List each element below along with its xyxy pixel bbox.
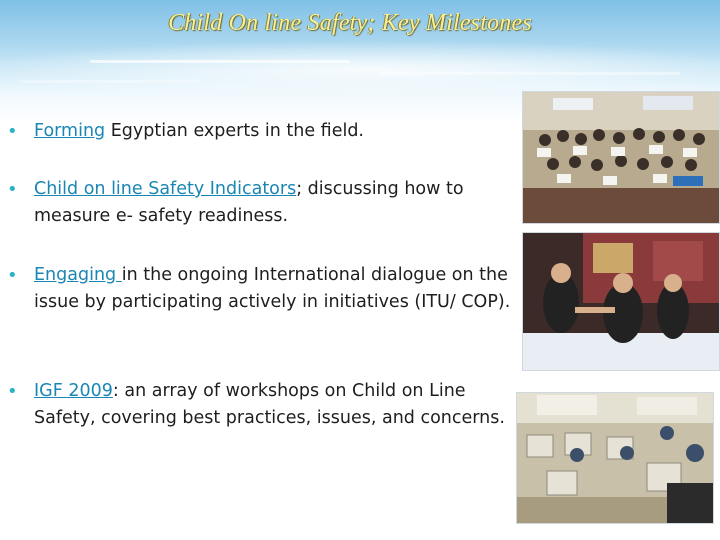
bullet-highlight: Engaging: [34, 265, 122, 285]
bullet-highlight: Child on line Safety Indicators: [34, 179, 297, 199]
bullet-rest: in the ongoing International dialogue on the issue by participating actively in initiatives (ITU/ COP).: [34, 265, 511, 312]
bullet-highlight: Forming: [34, 121, 106, 141]
bullet-text: [34, 118, 515, 145]
award-ceremony-photo: [522, 232, 720, 371]
bullet-highlight: IGF 2009: [34, 381, 113, 401]
header-light-streak: [20, 80, 200, 83]
bullet-rest: : an array of workshops on Child on Line Safety, covering best practices, issues, and concerns.: [34, 381, 505, 428]
slide-title: Child On line Safety; Key Milestones: [168, 10, 532, 36]
computer-lab-photo: [516, 392, 714, 524]
header-light-streak: [90, 60, 350, 63]
header-light-streak: [380, 72, 680, 75]
list-item: [0, 262, 515, 316]
list-item: [0, 378, 515, 432]
bullet-dot: •: [7, 381, 18, 402]
bullet-dot: •: [7, 179, 18, 200]
bullet-text: [34, 176, 515, 230]
group-photo-certificates: [522, 91, 720, 224]
header-banner: [0, 0, 720, 92]
bullet-dot: •: [7, 265, 18, 286]
bullet-rest: Egyptian experts in the field.: [105, 121, 364, 141]
list-item: [0, 176, 515, 230]
bullet-text: [34, 262, 515, 316]
bullet-text: [34, 378, 515, 432]
list-item: [0, 118, 515, 145]
bullet-rest: ; discussing how to measure e- safety readiness.: [34, 179, 464, 226]
bullet-dot: •: [7, 121, 18, 142]
